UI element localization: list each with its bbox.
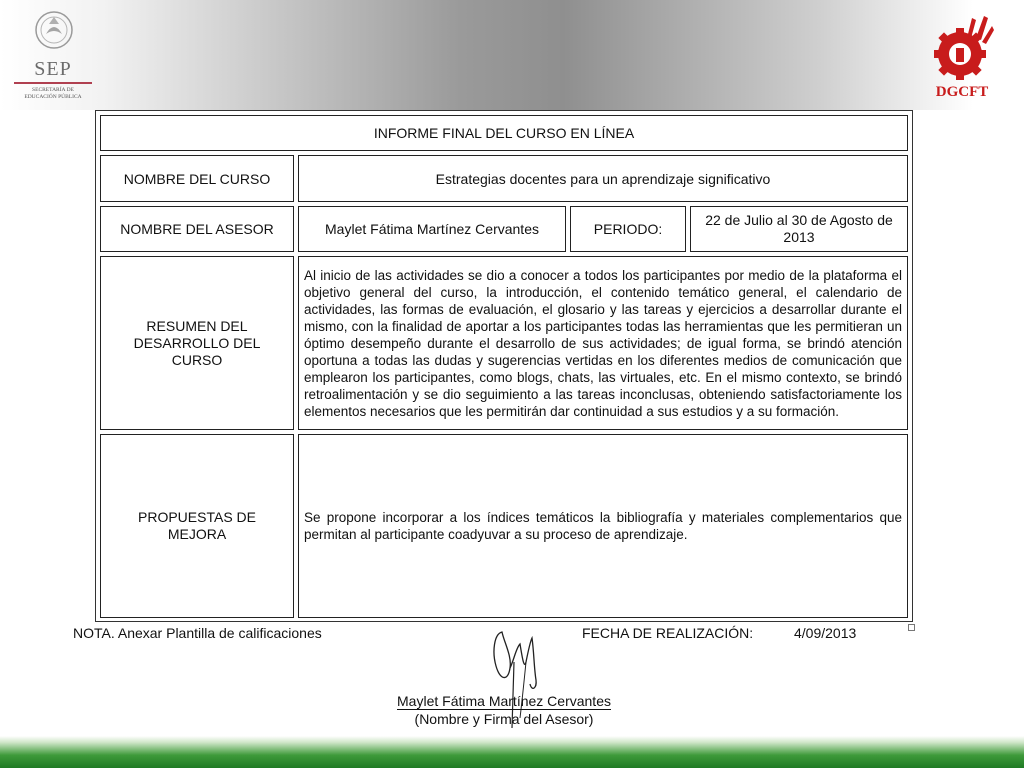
slide-header	[0, 0, 1024, 110]
sep-subtitle-line1: SECRETARÍA DE	[32, 87, 74, 93]
advisor-signature-name	[386, 693, 622, 709]
advisor-name-label: NOMBRE DEL ASESOR	[100, 206, 294, 252]
course-name-value: Estrategias docentes para un aprendizaje significativo	[298, 155, 908, 202]
period-value: 22 de Julio al 30 de Agosto de 2013	[690, 206, 908, 252]
proposals-label: PROPUESTAS DE MEJORA	[100, 434, 294, 618]
national-seal-icon	[34, 6, 74, 54]
date-label: FECHA DE REALIZACIÓN:	[582, 625, 754, 641]
summary-label: RESUMEN DEL DESARROLLO DEL CURSO	[100, 256, 294, 430]
summary-value: Al inicio de las actividades se dio a conocer a todos los participantes por medio de la plataforma el objetivo general del curso, la introducción, el contenido temático general, el calendario de actividades, las formas de evaluación, el glosario y las tareas y ejercicios a desarrollar durante el mismo, con la finalidad de aportar a los participantes todas las herramientas que les permitieran un óptimo desempeño durante el desarrollo de sus actividades; de igual forma, se brindó atención oportuna a todas las dudas y sugerencias vertidas en los diferentes medios de comunicación que emplearon los participantes, como blogs, chats, las virtuales, etc. En el mismo contexto, se brindó retroalimentación y se dio seguimiento a las tareas inconclusas, obteniendo satisfactoriamente los elementos necesarios que les permitirán dar continuidad a sus estudios y a su formación.	[298, 256, 908, 430]
sep-logo	[8, 6, 98, 102]
gear-factory-icon	[926, 12, 998, 84]
advisor-name-value: Maylet Fátima Martínez Cervantes	[298, 206, 566, 252]
corner-marker	[908, 624, 915, 631]
signature-name-text: Maylet Fátima Martínez Cervantes	[397, 693, 611, 709]
sep-acronym: SEP	[34, 58, 72, 80]
advisor-signature-role: (Nombre y Firma del Asesor)	[414, 711, 594, 727]
dgcft-logo	[926, 12, 998, 104]
proposals-value: Se propone incorporar a los índices temáticos la bibliografía y materiales complementarios que permitan al participante coadyuvar a su proceso de aprendizaje.	[298, 434, 908, 618]
period-label: PERIODO:	[570, 206, 686, 252]
sep-divider	[14, 82, 92, 84]
form-title: INFORME FINAL DEL CURSO EN LÍNEA	[100, 115, 908, 151]
note-text: NOTA. Anexar Plantilla de calificaciones	[73, 625, 322, 641]
slide-footer-bar	[0, 736, 1024, 768]
sep-subtitle-line2: EDUCACIÓN PÚBLICA	[24, 94, 82, 100]
date-value: 4/09/2013	[794, 625, 857, 641]
course-name-label: NOMBRE DEL CURSO	[100, 155, 294, 202]
sep-subtitle	[8, 87, 98, 101]
dgcft-acronym: DGCFT	[935, 84, 989, 100]
